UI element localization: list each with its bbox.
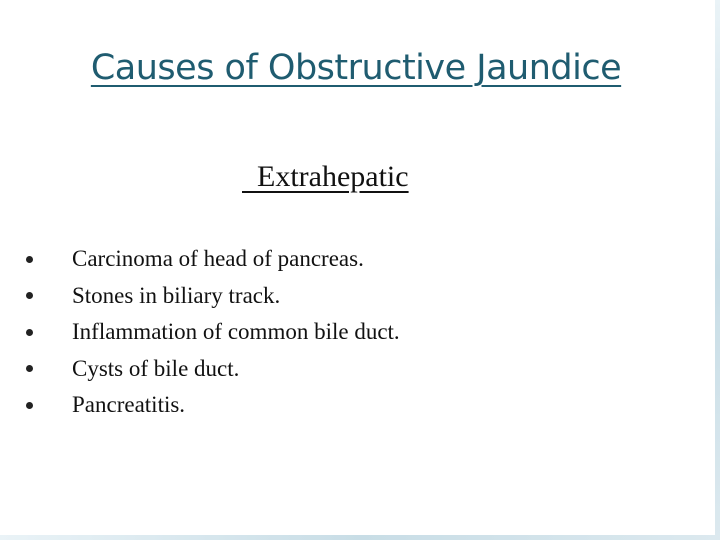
slide-border-right [715,0,720,540]
slide-title: Causes of Obstructive Jaundice [90,48,622,88]
list-item [26,278,400,315]
list-item-text: Carcinoma of head of pancreas. [72,246,364,271]
list-item-text: Cysts of bile duct. [72,355,240,381]
bullet-list [26,241,400,424]
list-item [26,314,400,351]
bullet-icon [26,402,33,409]
list-item-text: Inflammation of common bile duct. [72,319,400,344]
list-item [26,351,400,388]
slide-border-bottom [0,535,720,540]
bullet-icon [26,365,33,372]
list-item [26,387,400,424]
bullet-icon [26,292,33,299]
list-item-text: Pancreatitis. [72,392,186,417]
bullet-icon [26,256,33,263]
bullet-icon [26,329,33,336]
section-subheading: Extrahepatic [242,160,409,193]
list-item [26,241,400,278]
list-item-text: Stones in biliary track. [72,282,281,308]
